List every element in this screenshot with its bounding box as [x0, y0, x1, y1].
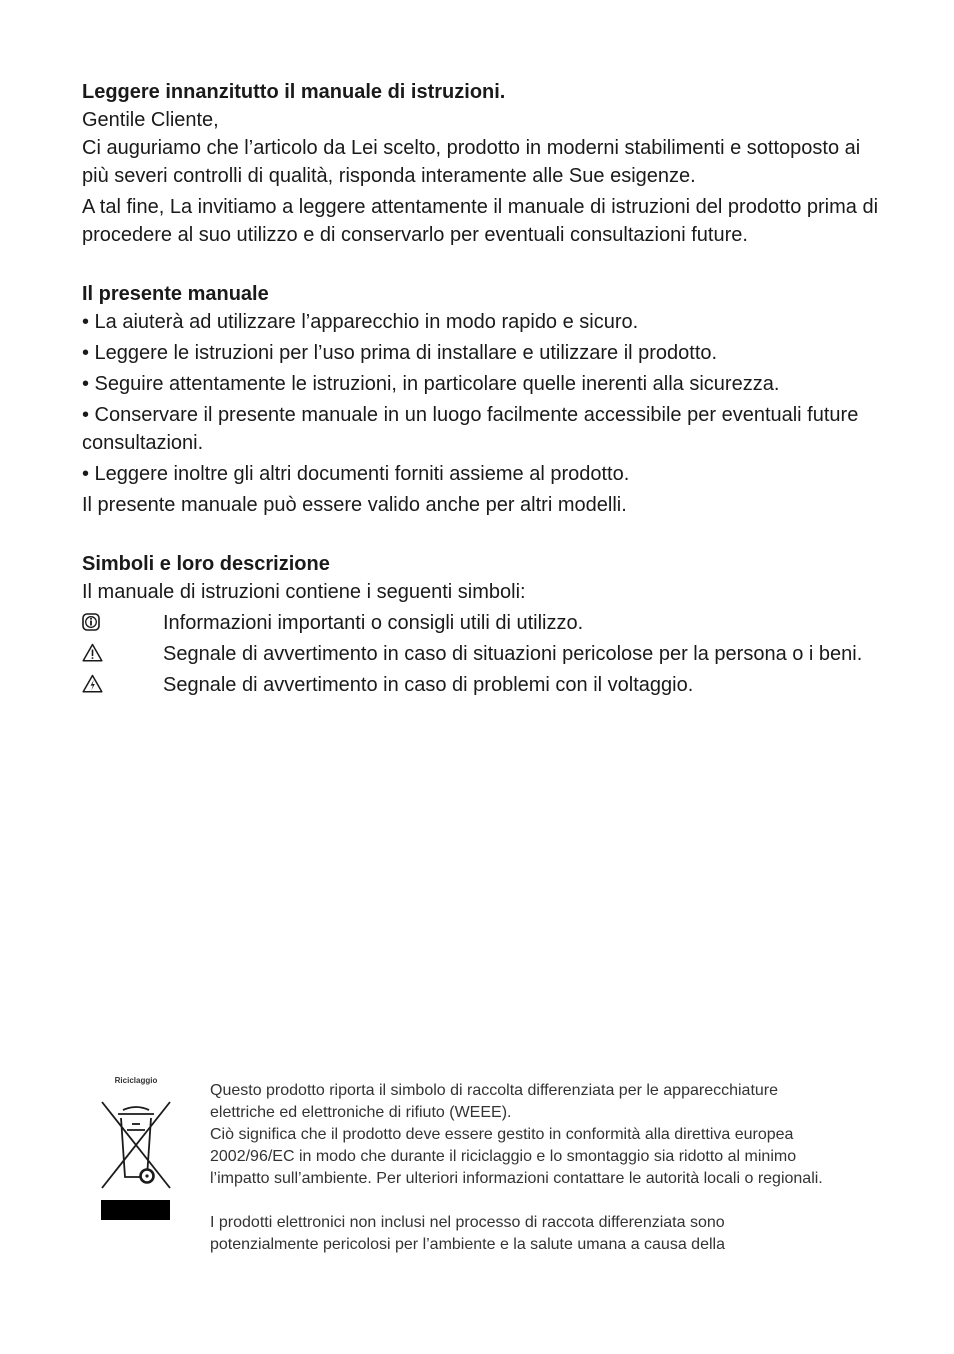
- recycling-text: [210, 1080, 830, 1274]
- warning-triangle-icon: [82, 671, 163, 699]
- recycling-paragraph-3: I prodotti elettronici non inclusi nel processo di raccota differenziata sono potenzialmente pericolosi per l’ambiente e la salute umana a causa della: [210, 1214, 725, 1253]
- intro-paragraph-1: Ci auguriamo che l’articolo da Lei scelto, prodotto in moderni stabilimenti e sottoposto ai più severi controlli di qualità, risponda interamente alle Sue esigenze.: [82, 137, 861, 187]
- symbols-intro: Il manuale di istruzioni contiene i seguenti simboli:: [82, 581, 526, 603]
- weee-symbol: [96, 1076, 176, 1220]
- list-item: • Leggere le istruzioni per l’uso prima di installare e utilizzare il prodotto.: [82, 342, 718, 364]
- symbol-description: Segnale di avvertimento in caso di situazioni pericolose per la persona o i beni.: [163, 643, 863, 665]
- symbol-description: Segnale di avvertimento in caso di problemi con il voltaggio.: [163, 674, 694, 696]
- list-item: • La aiuterà ad utilizzare l’apparecchio in modo rapido e sicuro.: [82, 311, 639, 333]
- recycling-paragraph-2: Ciò significa che il prodotto deve essere gestito in conformità alla direttiva europea 2002/96/EC in modo che durante il riciclaggio e lo smontaggio sia ridotto al minimo l’impatto sull’ambiente. Per ulteriori informazioni contattare le autorità locali o regionali.: [210, 1126, 823, 1187]
- list-item: • Seguire attentamente le istruzioni, in particolare quelle inerenti alla sicurezza.: [82, 373, 780, 395]
- manual-note: Il presente manuale può essere valido anche per altri modelli.: [82, 494, 627, 516]
- intro-paragraph-2: A tal fine, La invitiamo a leggere attentamente il manuale di istruzioni del prodotto prima di procedere al suo utilizzo e di conservarlo per eventuali consultazioni future.: [82, 196, 879, 246]
- info-icon: [82, 609, 163, 637]
- list-item: • Leggere inoltre gli altri documenti forniti assieme al prodotto.: [82, 463, 630, 485]
- manual-page: [82, 78, 882, 702]
- weee-black-bar: [101, 1200, 170, 1220]
- symbol-row-voltage-warning: [82, 671, 882, 699]
- symbols-heading: Simboli e loro descrizione: [82, 553, 330, 575]
- recycling-paragraph-1: Questo prodotto riporta il simbolo di raccolta differenziata per le apparecchiature elettriche ed elettroniche di rifiuto (WEEE).: [210, 1082, 779, 1121]
- warning-triangle-icon: [82, 640, 163, 668]
- symbol-row-warning: [82, 640, 882, 668]
- intro-heading: Leggere innanzitutto il manuale di istruzioni.: [82, 81, 506, 103]
- symbol-description: Informazioni importanti o consigli utili di utilizzo.: [163, 612, 584, 634]
- crossed-bin-icon: [96, 1100, 176, 1196]
- manual-heading: Il presente manuale: [82, 283, 269, 305]
- list-item: • Conservare il presente manuale in un luogo facilmente accessibile per eventuali future consultazioni.: [82, 404, 859, 454]
- symbol-row-info: [82, 609, 882, 637]
- recycling-label: Riciclaggio: [114, 1076, 158, 1085]
- greeting: Gentile Cliente,: [82, 109, 219, 131]
